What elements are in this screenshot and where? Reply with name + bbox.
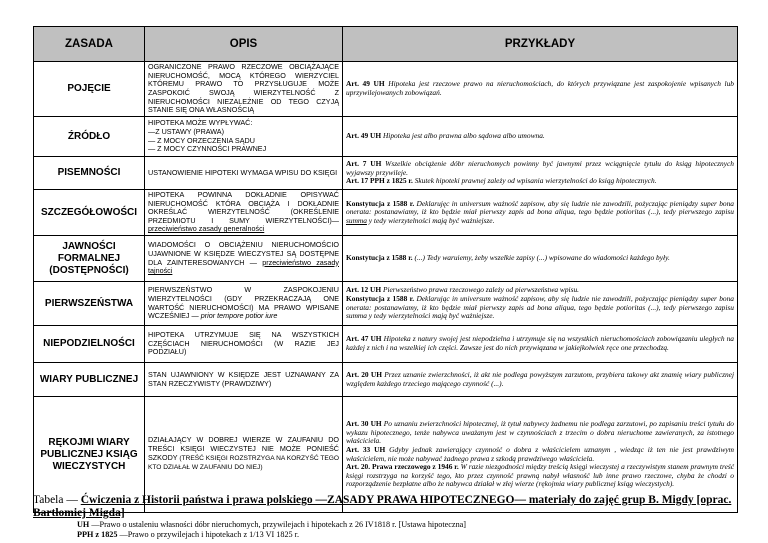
opis-latin: prior tempore potior iure bbox=[200, 311, 278, 321]
zasada-cell: RĘKOJMI WIARY PUBLICZNEJ KSIĄG WIECZYSTYCH bbox=[34, 397, 145, 513]
opis-cell bbox=[145, 282, 343, 326]
opis-cell: STAN UJAWNIONY W KSIĘDZE JEST UZNAWANY ZA STAN RZECZYWISTY (PRAWDZIWY) bbox=[145, 363, 343, 397]
header-przyklady: PRZYKŁADY bbox=[343, 27, 738, 62]
article-ref: Art. 49 UH bbox=[346, 79, 385, 89]
article-entry bbox=[346, 295, 734, 321]
article-text: y tedy wierzytelności mają być ważniejsze. bbox=[366, 215, 495, 225]
table-row bbox=[34, 117, 738, 157]
opis-cell: HIPOTEKA UTRZYMUJE SIĘ NA WSZYSTKICH CZĘŚCIACH NIERUCHOMOŚCI (W RAZIE JEJ PODZIAŁU) bbox=[145, 326, 343, 363]
article-entry bbox=[346, 420, 734, 446]
article-text: Hipoteka jest rzeczowe prawo na nieruchomościach, do których przywiązane jest zaspokojenie wpisanych lub uprzywilejowanych zobowiązań. bbox=[346, 79, 734, 97]
legend-text: —Prawo o ustaleniu własności dóbr nieruchomych, przywilejach i hipotekach z 26 IV1818 r. [Ustawa hipoteczna] bbox=[89, 520, 467, 529]
opis-line: — Z MOCY CZYNNOŚCI PRAWNEJ bbox=[148, 144, 267, 154]
article-text: W razie niezgodności między treścią księgi wieczystej a rzeczywistym stanem prawnym treść księgi rozstrzyga na korzyść tego, kto przez czynność prawną nabył własność lub inne prawo rzeczowe, chyba że chodzi o rozporządzenie bezpłatne albo że nabywca działał w złej wierze (rękojmia wiary publicznej ksiąg wieczystych). bbox=[346, 462, 735, 489]
opis-text: HIPOTEKA POWINNA DOKŁADNIE OPISYWAĆ NIERUCHOMOŚĆ KTÓRA OBCIĄŻA I DOKŁADNIE OKREŚLAĆ WIERZYTELNOŚĆ (OKREŚLENIE PRZEDMIOTU I SUMY WIERZYTELNOŚCI)— bbox=[148, 190, 339, 225]
legend-item bbox=[77, 520, 466, 530]
article-text: Po uznaniu zwierzchności hipotecznej, iż tytuł nabywcy żadnemu nie podlega zarzutowi, po zapisaniu treści tytułu do wykazu hipotecznego, tenże nabywca uważanym jest w czynnościach z trzecim o dobra nieruchome zawieranych, za istotnego właściciela. bbox=[346, 419, 734, 446]
opis-text: DZIAŁAJĄCY W DOBREJ WIERZE W ZAUFANIU DO TREŚCI KSIĘGI WIECZYSTEJ NIE MOŻE PONIEŚĆ SZKODY bbox=[148, 435, 339, 462]
caption-prefix: Tabela — bbox=[33, 494, 81, 506]
article-ref: Art. 49 UH bbox=[346, 131, 382, 141]
table-row bbox=[34, 62, 738, 117]
przyklady-cell bbox=[343, 326, 738, 363]
article-entry bbox=[346, 160, 734, 177]
zasada-cell: ŹRÓDŁO bbox=[34, 117, 145, 157]
article-ref: Art. 7 UH bbox=[346, 159, 382, 169]
opis-note: przeciwieństwo zasady generalności bbox=[148, 224, 265, 234]
article-ref: Art. 33 UH bbox=[346, 444, 386, 454]
opis-note: (TREŚĆ KSIĘGI ROZSTRZYGA NA KORZYŚĆ TEGO KTO DZIAŁAŁ W ZAUFANIU DO NIEJ) bbox=[148, 454, 340, 472]
zasada-cell: SZCZEGÓŁOWOŚCI bbox=[34, 190, 145, 236]
article-ref: Konstytucja z 1588 r. bbox=[346, 198, 415, 208]
table-row bbox=[34, 326, 738, 363]
abbreviation-legend bbox=[77, 520, 466, 539]
przyklady-cell bbox=[343, 236, 738, 282]
article-text: Hipoteka z natury swojej jest niepodzielna i utrzymuje się na wszystkich nieruchomościach zobowiązaniu uległych na każdej z nich i na wszelkiej ich części. Zawsze jest do nich przywiązana w jakiejkolwiek ręce one przechodzą. bbox=[346, 334, 734, 352]
article-ref: Art. 17 PPH z 1825 r. bbox=[346, 176, 413, 186]
article-ref: Art. 20 UH bbox=[346, 369, 382, 379]
legend-text: —Prawo o przywilejach i hipotekach z 1/13 VI 1825 r. bbox=[117, 529, 300, 539]
table-row bbox=[34, 363, 738, 397]
article-text: (...) Tedy waruiemy, żeby wszelkie zapisy (...) wpisowane do wiadomości każdego były. bbox=[412, 253, 670, 263]
article-ref: Art. 20. Prawa rzeczowego z 1946 r. bbox=[346, 462, 459, 472]
opis-line: —Z USTAWY (PRAWA) bbox=[148, 126, 224, 136]
zasada-cell: WIARY PUBLICZNEJ bbox=[34, 363, 145, 397]
opis-text: PIERWSZEŃSTWO W ZASPOKOJENIU WIERZYTELNOŚCI (GDY PRZEKRACZAJĄ ONE WARTOŚĆ NIERUCHOMOŚCI) MA PRAWO WPISANE WCZEŚNIEJ — bbox=[148, 285, 339, 321]
zasada-cell: POJĘCIE bbox=[34, 62, 145, 117]
caption-title: Ćwiczenia z Historii państwa i prawa polskiego —ZASADY PRAWA HIPOTECZNEGO— materiały do zajęć grup B. Migdy [oprac. Bartłomiej Migda] bbox=[33, 494, 732, 519]
legend-abbr: PPH z 1825 bbox=[77, 529, 118, 539]
opis-line: — Z MOCY ORZECZENIA SĄDU bbox=[148, 135, 255, 145]
opis-text: WIADOMOŚCI O OBCIĄŻENIU NIERUCHOMOŚCIO UJAWNIONE W KSIĘDZE WIECZYSTEJ SĄ DOSTĘPNE DLA ZAINTERESOWANYCH — bbox=[148, 240, 339, 267]
opis-cell bbox=[145, 117, 343, 157]
article-ref: Konstytucja z 1588 r. bbox=[346, 253, 413, 263]
table-row bbox=[34, 190, 738, 236]
article-text: Deklarujęc in universum ważność zapisow, aby się ludzie nie zawodzili, pożyczając pieniądzy super bona onerata: postanawiamy, iż kto będzie miał pierwszy zapis ad bona aliqua, tego będzie potioritas (...), tedy pierwszego zapisu bbox=[346, 198, 735, 217]
przyklady-cell bbox=[343, 157, 738, 190]
opis-note: przeciwieństwo zasady tajności bbox=[148, 257, 339, 276]
opis-cell: OGRANICZONE PRAWO RZECZOWE OBCIĄŻAJĄCE NIERUCHOMOŚĆ, MOCĄ KTÓREGO WIERZYCIEL KTÓREMU PRAWO TO PRZYSŁUGUJE MOŻE ZASPOKOIĆ SWOJĄ WIERZYTELNOŚĆ Z NIERUCHOMOŚCI NIEZALEŻNIE OD TEGO CZYJĄ STANIE SIĘ ONA WŁASNOŚCIĄ bbox=[145, 62, 343, 117]
header-zasada: ZASADA bbox=[34, 27, 145, 62]
article-text: Przez uznanie zwierzchności, iż akt nie podlega powyższym zarzutom, przybiera takowy akt znamię wiary publicznej względem każdego trzeciego mającego czynność (...). bbox=[346, 369, 735, 388]
przyklady-cell bbox=[343, 282, 738, 326]
legend-abbr: UH bbox=[77, 520, 90, 529]
przyklady-cell bbox=[343, 363, 738, 397]
przyklady-cell bbox=[343, 190, 738, 236]
article-ref: Konstytucja z 1588 r. bbox=[346, 293, 415, 303]
document bbox=[33, 26, 737, 513]
article-text: Hipoteka jest albo prawna albo sądowa albo umowna. bbox=[381, 131, 545, 141]
article-ref: Art. 12 UH bbox=[346, 285, 382, 295]
przyklady-cell bbox=[343, 117, 738, 157]
opis-cell: USTANOWIENIE HIPOTEKI WYMAGA WPISU DO KSIĘGI bbox=[145, 157, 343, 190]
opis-cell bbox=[145, 236, 343, 282]
article-text: Wszelkie obciążenie dóbr nieruchomych powinny być jawnymi przez wciągnięcie tytułu do ksiąg hipotecznych wyjawszy przywileje. bbox=[346, 159, 734, 177]
table-caption bbox=[33, 494, 743, 520]
zasada-cell: NIEPODZIELNOŚCI bbox=[34, 326, 145, 363]
article-text: Pierwszeństwo prawa rzeczowego zależy od pierwszeństwa wpisu. bbox=[381, 285, 580, 295]
opis-line: HIPOTEKA MOŻE WYPŁYWAĆ: bbox=[148, 118, 253, 128]
legend-item bbox=[77, 530, 466, 540]
zasada-cell: PISEMNOŚCI bbox=[34, 157, 145, 190]
article-text: Skutek hipoteki prawnej zależy od wpisania wierzytelności do ksiąg hipotecznych. bbox=[412, 176, 657, 186]
article-entry bbox=[346, 463, 734, 489]
table-row bbox=[34, 282, 738, 326]
table-row bbox=[34, 157, 738, 190]
przyklady-cell bbox=[343, 62, 738, 117]
article-text: Gdyby jednak zawierający czynność o dobra z właścicielem uznanym , wiedząc iż ten nie jest prawdziwym właścicielem, nie może nabywać żadnego prawa z szkodą prawdziwego właściciela. bbox=[346, 444, 734, 463]
article-ref: Art. 47 UH bbox=[346, 334, 382, 344]
principles-table bbox=[33, 26, 738, 513]
article-ref: Art. 30 UH bbox=[346, 419, 382, 429]
table-header-row bbox=[34, 27, 738, 62]
table-row bbox=[34, 236, 738, 282]
article-text: Deklarując in universum ważność zapisow, aby się ludzie nie zawodzili, pożyczając pieniądzy super bona onerata: postanawiamy, iż kto będzie miał pierwszy zapis ad bona aliqua, tego będzie potioritas (...), tedy pierwszego zapisu summa y tedy wierzytelności mają być ważniejsze. bbox=[346, 293, 734, 321]
zasada-cell: PIERWSZEŃSTWA bbox=[34, 282, 145, 326]
article-entry bbox=[346, 446, 734, 463]
opis-cell bbox=[145, 190, 343, 236]
article-emphasis: summa bbox=[346, 215, 367, 225]
zasada-cell: JAWNOŚCI FORMALNEJ (DOSTĘPNOŚCI) bbox=[34, 236, 145, 282]
article-entry bbox=[346, 177, 734, 186]
header-opis: OPIS bbox=[145, 27, 343, 62]
